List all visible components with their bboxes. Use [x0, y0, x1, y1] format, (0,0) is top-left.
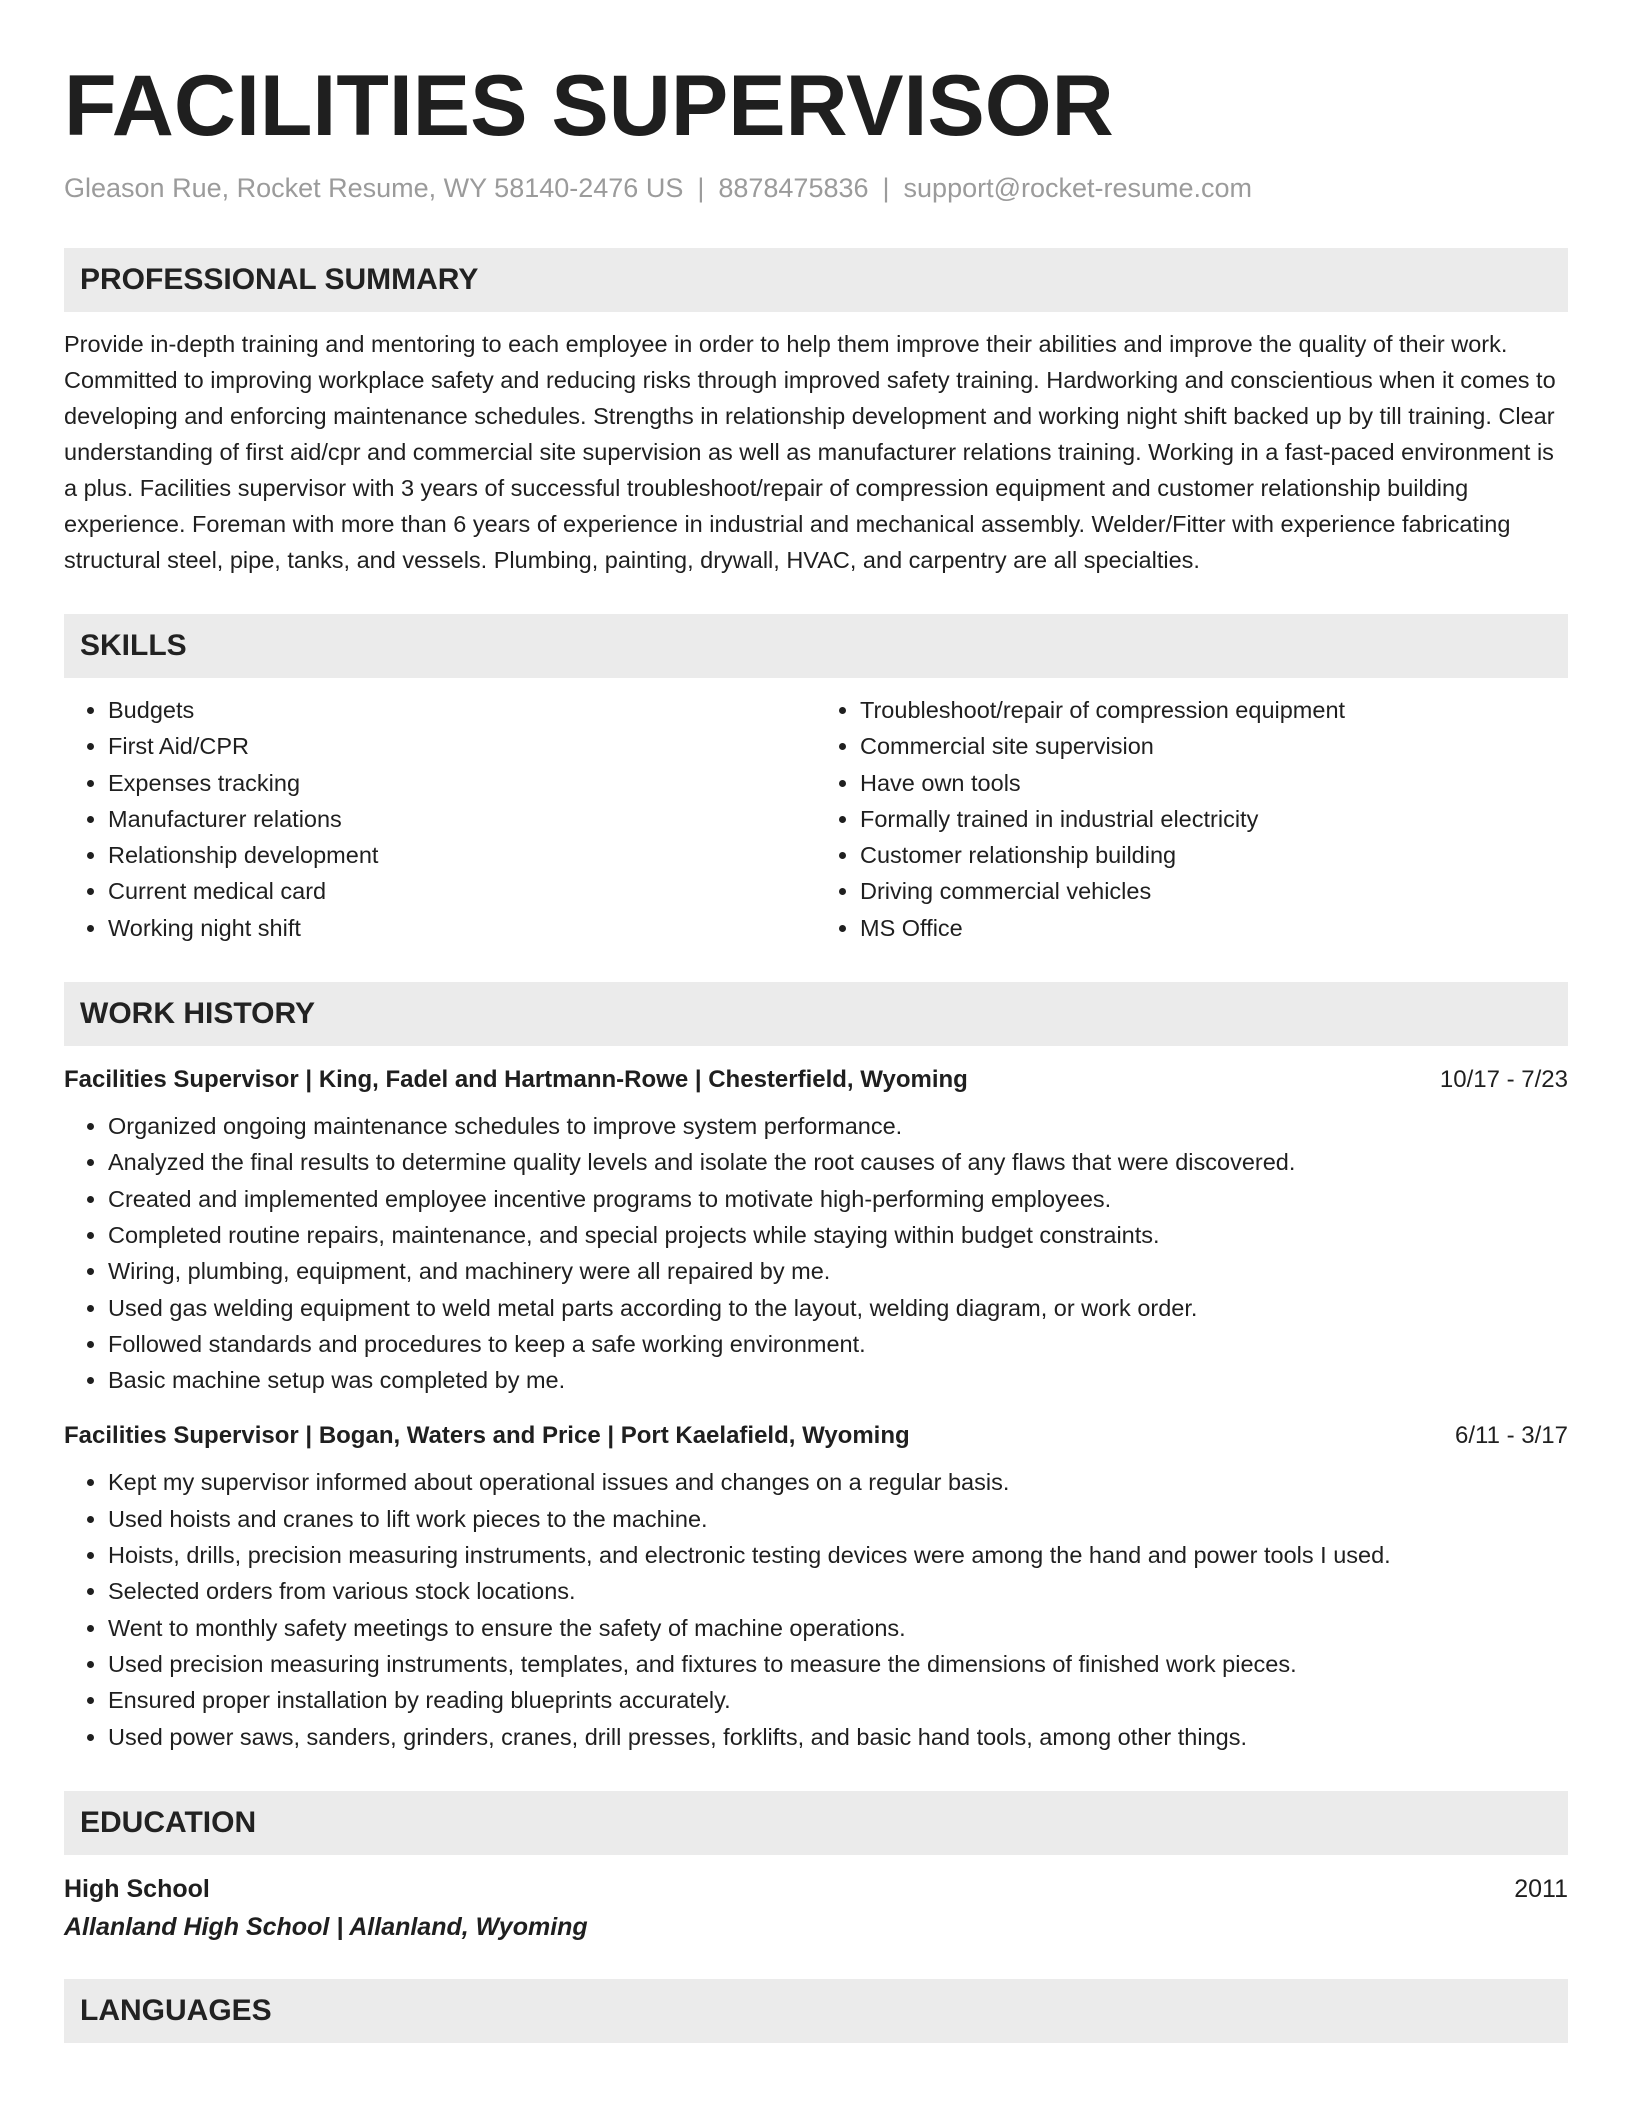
- job-bullet: • Selected orders from various stock locations.: [108, 1573, 1568, 1609]
- job-header: [64, 1062, 1568, 1098]
- section-heading-skills: SKILLS: [64, 614, 1568, 678]
- job-bullet: • Used power saws, sanders, grinders, cranes, drill presses, forklifts, and basic hand tools, among other things.: [108, 1719, 1568, 1755]
- job-bullet: • Basic machine setup was completed by me.: [108, 1362, 1568, 1398]
- education-header: [64, 1871, 1568, 1907]
- job-dates: 10/17 - 7/23: [1439, 1066, 1568, 1094]
- job-bullet: • Wiring, plumbing, equipment, and machinery were all repaired by me.: [108, 1253, 1568, 1289]
- job-bullets: [64, 1108, 1568, 1398]
- contact-line: [64, 168, 1568, 208]
- job-bullet: • Completed routine repairs, maintenance, and special projects while staying within budget constraints.: [108, 1217, 1568, 1253]
- section-heading-languages: LANGUAGES: [64, 1979, 1568, 2043]
- job-bullet: • Hoists, drills, precision measuring instruments, and electronic testing devices were among the hand and power tools I used.: [108, 1537, 1568, 1573]
- job-entry: [64, 1418, 1568, 1754]
- skill-item: • Manufacturer relations: [108, 801, 816, 837]
- skills-column-right: [816, 692, 1568, 946]
- job-header: [64, 1418, 1568, 1454]
- skill-item: • Driving commercial vehicles: [860, 873, 1568, 909]
- education-school: Allanland High School | Allanland, Wyoming: [64, 1912, 588, 1941]
- job-title: Facilities Supervisor | Bogan, Waters and Price | Port Kaelafield, Wyoming: [64, 1422, 910, 1450]
- contact-separator: |: [882, 173, 890, 203]
- job-dates: 6/11 - 3/17: [1455, 1422, 1568, 1450]
- job-bullet: • Used hoists and cranes to lift work pieces to the machine.: [108, 1501, 1568, 1537]
- job-title: Facilities Supervisor | King, Fadel and Hartmann-Rowe | Chesterfield, Wyoming: [64, 1066, 968, 1094]
- skill-item: • Commercial site supervision: [860, 728, 1568, 764]
- education-degree: High School: [64, 1874, 210, 1903]
- section-heading-education: EDUCATION: [64, 1791, 1568, 1855]
- contact-phone: 8878475836: [718, 173, 869, 203]
- contact-separator: |: [697, 173, 705, 203]
- section-heading-work: WORK HISTORY: [64, 982, 1568, 1046]
- contact-address: Gleason Rue, Rocket Resume, WY 58140-2476 US: [64, 173, 684, 203]
- skill-item: • Budgets: [108, 692, 816, 728]
- job-bullet: • Organized ongoing maintenance schedules to improve system performance.: [108, 1108, 1568, 1144]
- skill-item: • Expenses tracking: [108, 765, 816, 801]
- skill-item: • Customer relationship building: [860, 837, 1568, 873]
- page-title: FACILITIES SUPERVISOR: [64, 58, 1114, 154]
- skill-item: • Formally trained in industrial electricity: [860, 801, 1568, 837]
- job-bullet: • Used gas welding equipment to weld metal parts according to the layout, welding diagram, or work order.: [108, 1290, 1568, 1326]
- job-bullet: • Used precision measuring instruments, templates, and fixtures to measure the dimensions of finished work pieces.: [108, 1646, 1568, 1682]
- skill-item: • Current medical card: [108, 873, 816, 909]
- skill-item: • MS Office: [860, 910, 1568, 946]
- skill-item: • Have own tools: [860, 765, 1568, 801]
- skills-column-left: [64, 692, 816, 946]
- job-bullet: • Went to monthly safety meetings to ensure the safety of machine operations.: [108, 1610, 1568, 1646]
- job-bullet: • Ensured proper installation by reading blueprints accurately.: [108, 1682, 1568, 1718]
- section-heading-summary: PROFESSIONAL SUMMARY: [64, 248, 1568, 312]
- education-year: 2011: [1514, 1874, 1568, 1903]
- job-bullet: • Followed standards and procedures to keep a safe working environment.: [108, 1326, 1568, 1362]
- skill-item: • Troubleshoot/repair of compression equipment: [860, 692, 1568, 728]
- skill-item: • Relationship development: [108, 837, 816, 873]
- contact-email: support@rocket-resume.com: [903, 173, 1253, 203]
- skills-list: [64, 692, 1568, 946]
- job-bullet: • Analyzed the final results to determine quality levels and isolate the root causes of any flaws that were discovered.: [108, 1144, 1568, 1180]
- job-bullets: [64, 1464, 1568, 1754]
- job-bullet: • Created and implemented employee incentive programs to motivate high-performing employees.: [108, 1181, 1568, 1217]
- skill-item: • First Aid/CPR: [108, 728, 816, 764]
- job-entry: [64, 1062, 1568, 1398]
- job-bullet: • Kept my supervisor informed about operational issues and changes on a regular basis.: [108, 1464, 1568, 1500]
- summary-text: Provide in-depth training and mentoring to each employee in order to help them improve their abilities and improve the quality of their work. Committed to improving workplace safety and reducing risks through improved safety training. Hardworking and conscientious when it comes to developing and enforcing maintenance schedules. Strengths in relationship development and working night shift backed up by till training. Clear understanding of first aid/cpr and commercial site supervision as well as manufacturer relations training. Working in a fast-paced environment is a plus. Facilities supervisor with 3 years of successful troubleshoot/repair of compression equipment and customer relationship building experience. Foreman with more than 6 years of experience in industrial and mechanical assembly. Welder/Fitter with experience fabricating structural steel, pipe, tanks, and vessels. Plumbing, painting, drywall, HVAC, and carpentry are all specialties.: [64, 331, 1556, 573]
- skill-item: • Working night shift: [108, 910, 816, 946]
